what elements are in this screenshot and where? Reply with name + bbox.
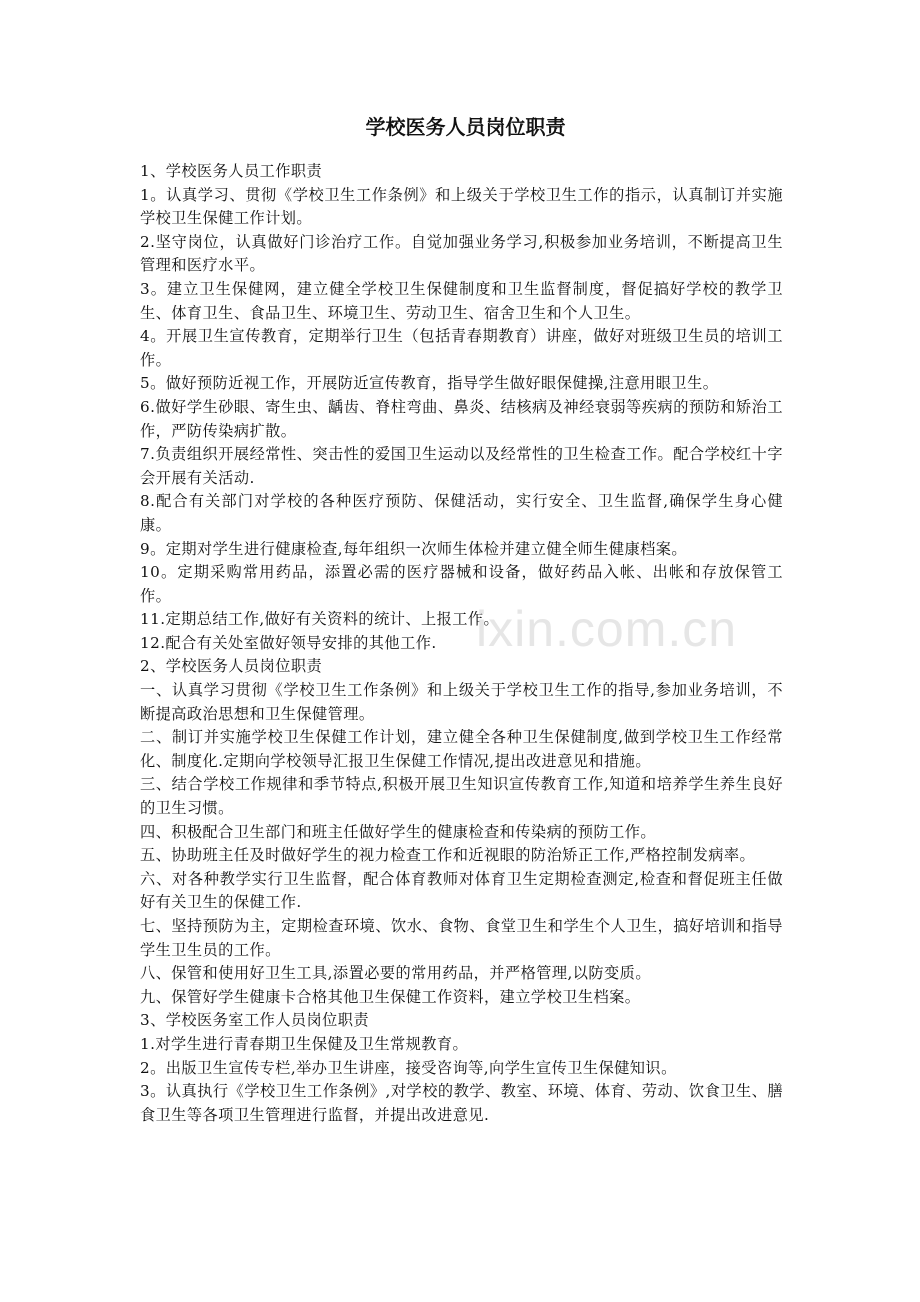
paragraph: 8.配合有关部门对学校的各种医疗预防、保健活动，实行安全、卫生监督,确保学生身心健康。 (140, 492, 783, 534)
paragraph: 九、保管好学生健康卡合格其他卫生保健工作资料，建立学校卫生档案。 (140, 987, 641, 1006)
paragraph: 9。定期对学生进行健康检查,每年组织一次师生体检并建立健全师生健康档案。 (140, 539, 688, 558)
paragraph: 12.配合有关处室做好领导安排的其他工作. (140, 633, 437, 652)
document-body (140, 160, 783, 1127)
paragraph: 4。开展卫生宣传教育，定期举行卫生（包括青春期教育）讲座，做好对班级卫生员的培训工作。 (140, 327, 783, 369)
section-heading: 3、学校医务室工作人员岗位职责 (140, 1011, 370, 1030)
document-page (140, 112, 783, 1127)
section-heading: 2、学校医务人员岗位职责 (140, 657, 323, 676)
paragraph: 6.做好学生砂眼、寄生虫、龋齿、脊柱弯曲、鼻炎、结核病及神经衰弱等疾病的预防和矫治工作，严防传染病扩散。 (140, 397, 783, 440)
paragraph: 7.负责组织开展经常性、突击性的爱国卫生运动以及经常性的卫生检查工作。配合学校红十字会开展有关活动. (140, 445, 783, 487)
document-title: 学校医务人员岗位职责 (365, 115, 566, 139)
paragraph: 3。建立卫生保健网，建立健全学校卫生保健制度和卫生监督制度，督促搞好学校的教学卫生、体育卫生、食品卫生、环境卫生、劳动卫生、宿舍卫生和个人卫生。 (140, 279, 783, 322)
paragraph: 二、制订并实施学校卫生保健工作计划，建立健全各种卫生保健制度,做到学校卫生工作经常化、制度化.定期向学校领导汇报卫生保健工作情况,提出改进意见和措施。 (140, 728, 783, 770)
paragraph: 六、对各种教学实行卫生监督，配合体育教师对体育卫生定期检查测定,检查和督促班主任做好有关卫生的保健工作. (140, 869, 783, 912)
paragraph: 2。出版卫生宣传专栏,举办卫生讲座，接受咨询等,向学生宣传卫生保健知识。 (140, 1058, 677, 1077)
section-heading: 1、学校医务人员工作职责 (140, 162, 323, 180)
paragraph: 五、协助班主任及时做好学生的视力检查工作和近视眼的防治矫正工作,严格控制发病率。 (140, 846, 756, 865)
paragraph: 四、积极配合卫生部门和班主任做好学生的健康检查和传染病的预防工作。 (140, 822, 657, 841)
paragraph: 11.定期总结工作,做好有关资料的统计、上报工作。 (140, 610, 500, 629)
paragraph: 10。定期采购常用药品，添置必需的医疗器械和设备，做好药品入帐、出帐和存放保管工作。 (140, 563, 783, 605)
paragraph: 2.坚守岗位，认真做好门诊治疗工作。自觉加强业务学习,积极参加业务培训，不断提高卫生管理和医疗水平。 (140, 232, 783, 275)
paragraph: 3。认真执行《学校卫生工作条例》,对学校的教学、教室、环境、体育、劳动、饮食卫生、膳食卫生等各项卫生管理进行监督，并提出改进意见. (140, 1082, 783, 1124)
paragraph: 三、结合学校工作规律和季节特点,积极开展卫生知识宣传教育工作,知道和培养学生养生良好的卫生习惯。 (140, 775, 783, 818)
paragraph: 一、认真学习贯彻《学校卫生工作条例》和上级关于学校卫生工作的指导,参加业务培训，不断提高政治思想和卫生保健管理。 (140, 681, 783, 723)
paragraph: 八、保管和使用好卫生工具,添置必要的常用药品，并严格管理,以防变质。 (140, 964, 651, 983)
paragraph: 七、坚持预防为主，定期检查环境、饮水、食物、食堂卫生和学生个人卫生，搞好培训和指导学生卫生员的工作。 (140, 917, 783, 959)
paragraph: 5。做好预防近视工作，开展防近宣传教育，指导学生做好眼保健操,注意用眼卫生。 (140, 374, 719, 393)
watermark: ixin.com.cn (476, 601, 738, 657)
paragraph: 1.对学生进行青春期卫生保健及卫生常规教育。 (140, 1034, 469, 1053)
paragraph: 1。认真学习、贯彻《学校卫生工作条例》和上级关于学校卫生工作的指示，认真制订并实施学校卫生保健工作计划。 (140, 185, 783, 228)
